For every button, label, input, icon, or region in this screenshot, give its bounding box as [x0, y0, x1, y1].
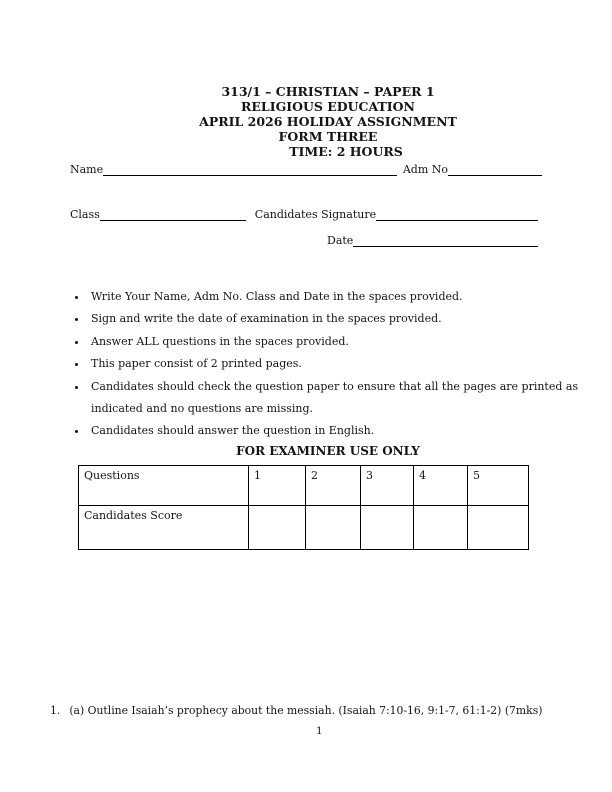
score-cell — [361, 505, 414, 549]
question-1a — [50, 703, 542, 718]
question-number-cell: 3 — [361, 465, 414, 505]
score-cell — [306, 505, 361, 549]
question-number-cell: 4 — [414, 465, 468, 505]
name-label: Name — [70, 163, 104, 176]
class-blank-line — [100, 220, 246, 221]
date-blank-line — [353, 246, 538, 247]
instructions-list — [70, 286, 586, 443]
assignment-title: APRIL 2026 HOLIDAY ASSIGNMENT — [199, 114, 457, 129]
instruction-item: • Write Your Name, Adm No. Class and Date in the spaces provided. — [88, 286, 586, 308]
page-content — [70, 84, 586, 550]
question-number: 1. — [50, 704, 61, 717]
instruction-item: • Candidates should check the question paper to ensure that all the pages are printed as indicated and no questions are missing. — [88, 376, 586, 421]
examiner-table — [78, 465, 529, 550]
class-signature-row — [70, 208, 538, 222]
adm-no-label: Adm No — [402, 163, 448, 176]
paper-header — [70, 84, 586, 159]
question-text: (a) Outline Isaiah’s prophecy about the messiah. (Isaiah 7:10-16, 9:1-7, 61:1-2) (7mks) — [69, 704, 543, 717]
question-number-cell: 5 — [468, 465, 529, 505]
examiner-use-heading: FOR EXAMINER USE ONLY — [236, 443, 420, 458]
question-number-cell: 1 — [249, 465, 306, 505]
class-label: Class — [70, 208, 100, 221]
score-cell — [249, 505, 306, 549]
signature-label: Candidates Signature — [254, 208, 377, 221]
instruction-item: • Candidates should answer the question in English. — [88, 420, 586, 442]
page-number: 1 — [316, 725, 323, 737]
instruction-item: • This paper consist of 2 printed pages. — [88, 353, 586, 375]
candidates-score-row — [79, 505, 529, 549]
name-blank-line — [103, 175, 397, 176]
instruction-item: • Answer ALL questions in the spaces provided. — [88, 331, 586, 353]
adm-no-blank-line — [448, 175, 542, 176]
name-adm-row — [70, 163, 542, 177]
score-cell — [468, 505, 529, 549]
time-title: TIME: 2 HOURS — [289, 144, 403, 159]
questions-header-row — [79, 465, 529, 505]
date-label: Date — [327, 234, 354, 247]
score-cell — [414, 505, 468, 549]
question-number-cell: 2 — [306, 465, 361, 505]
form-title: FORM THREE — [278, 129, 378, 144]
paper-code-title: 313/1 – CHRISTIAN – PAPER 1 — [221, 84, 435, 99]
questions-header-cell: Questions — [79, 465, 249, 505]
subject-title: RELIGIOUS EDUCATION — [241, 99, 415, 114]
signature-blank-line — [376, 220, 538, 221]
date-row — [327, 234, 538, 248]
instruction-item: • Sign and write the date of examination in the spaces provided. — [88, 308, 586, 330]
candidates-score-label-cell: Candidates Score — [79, 505, 249, 549]
